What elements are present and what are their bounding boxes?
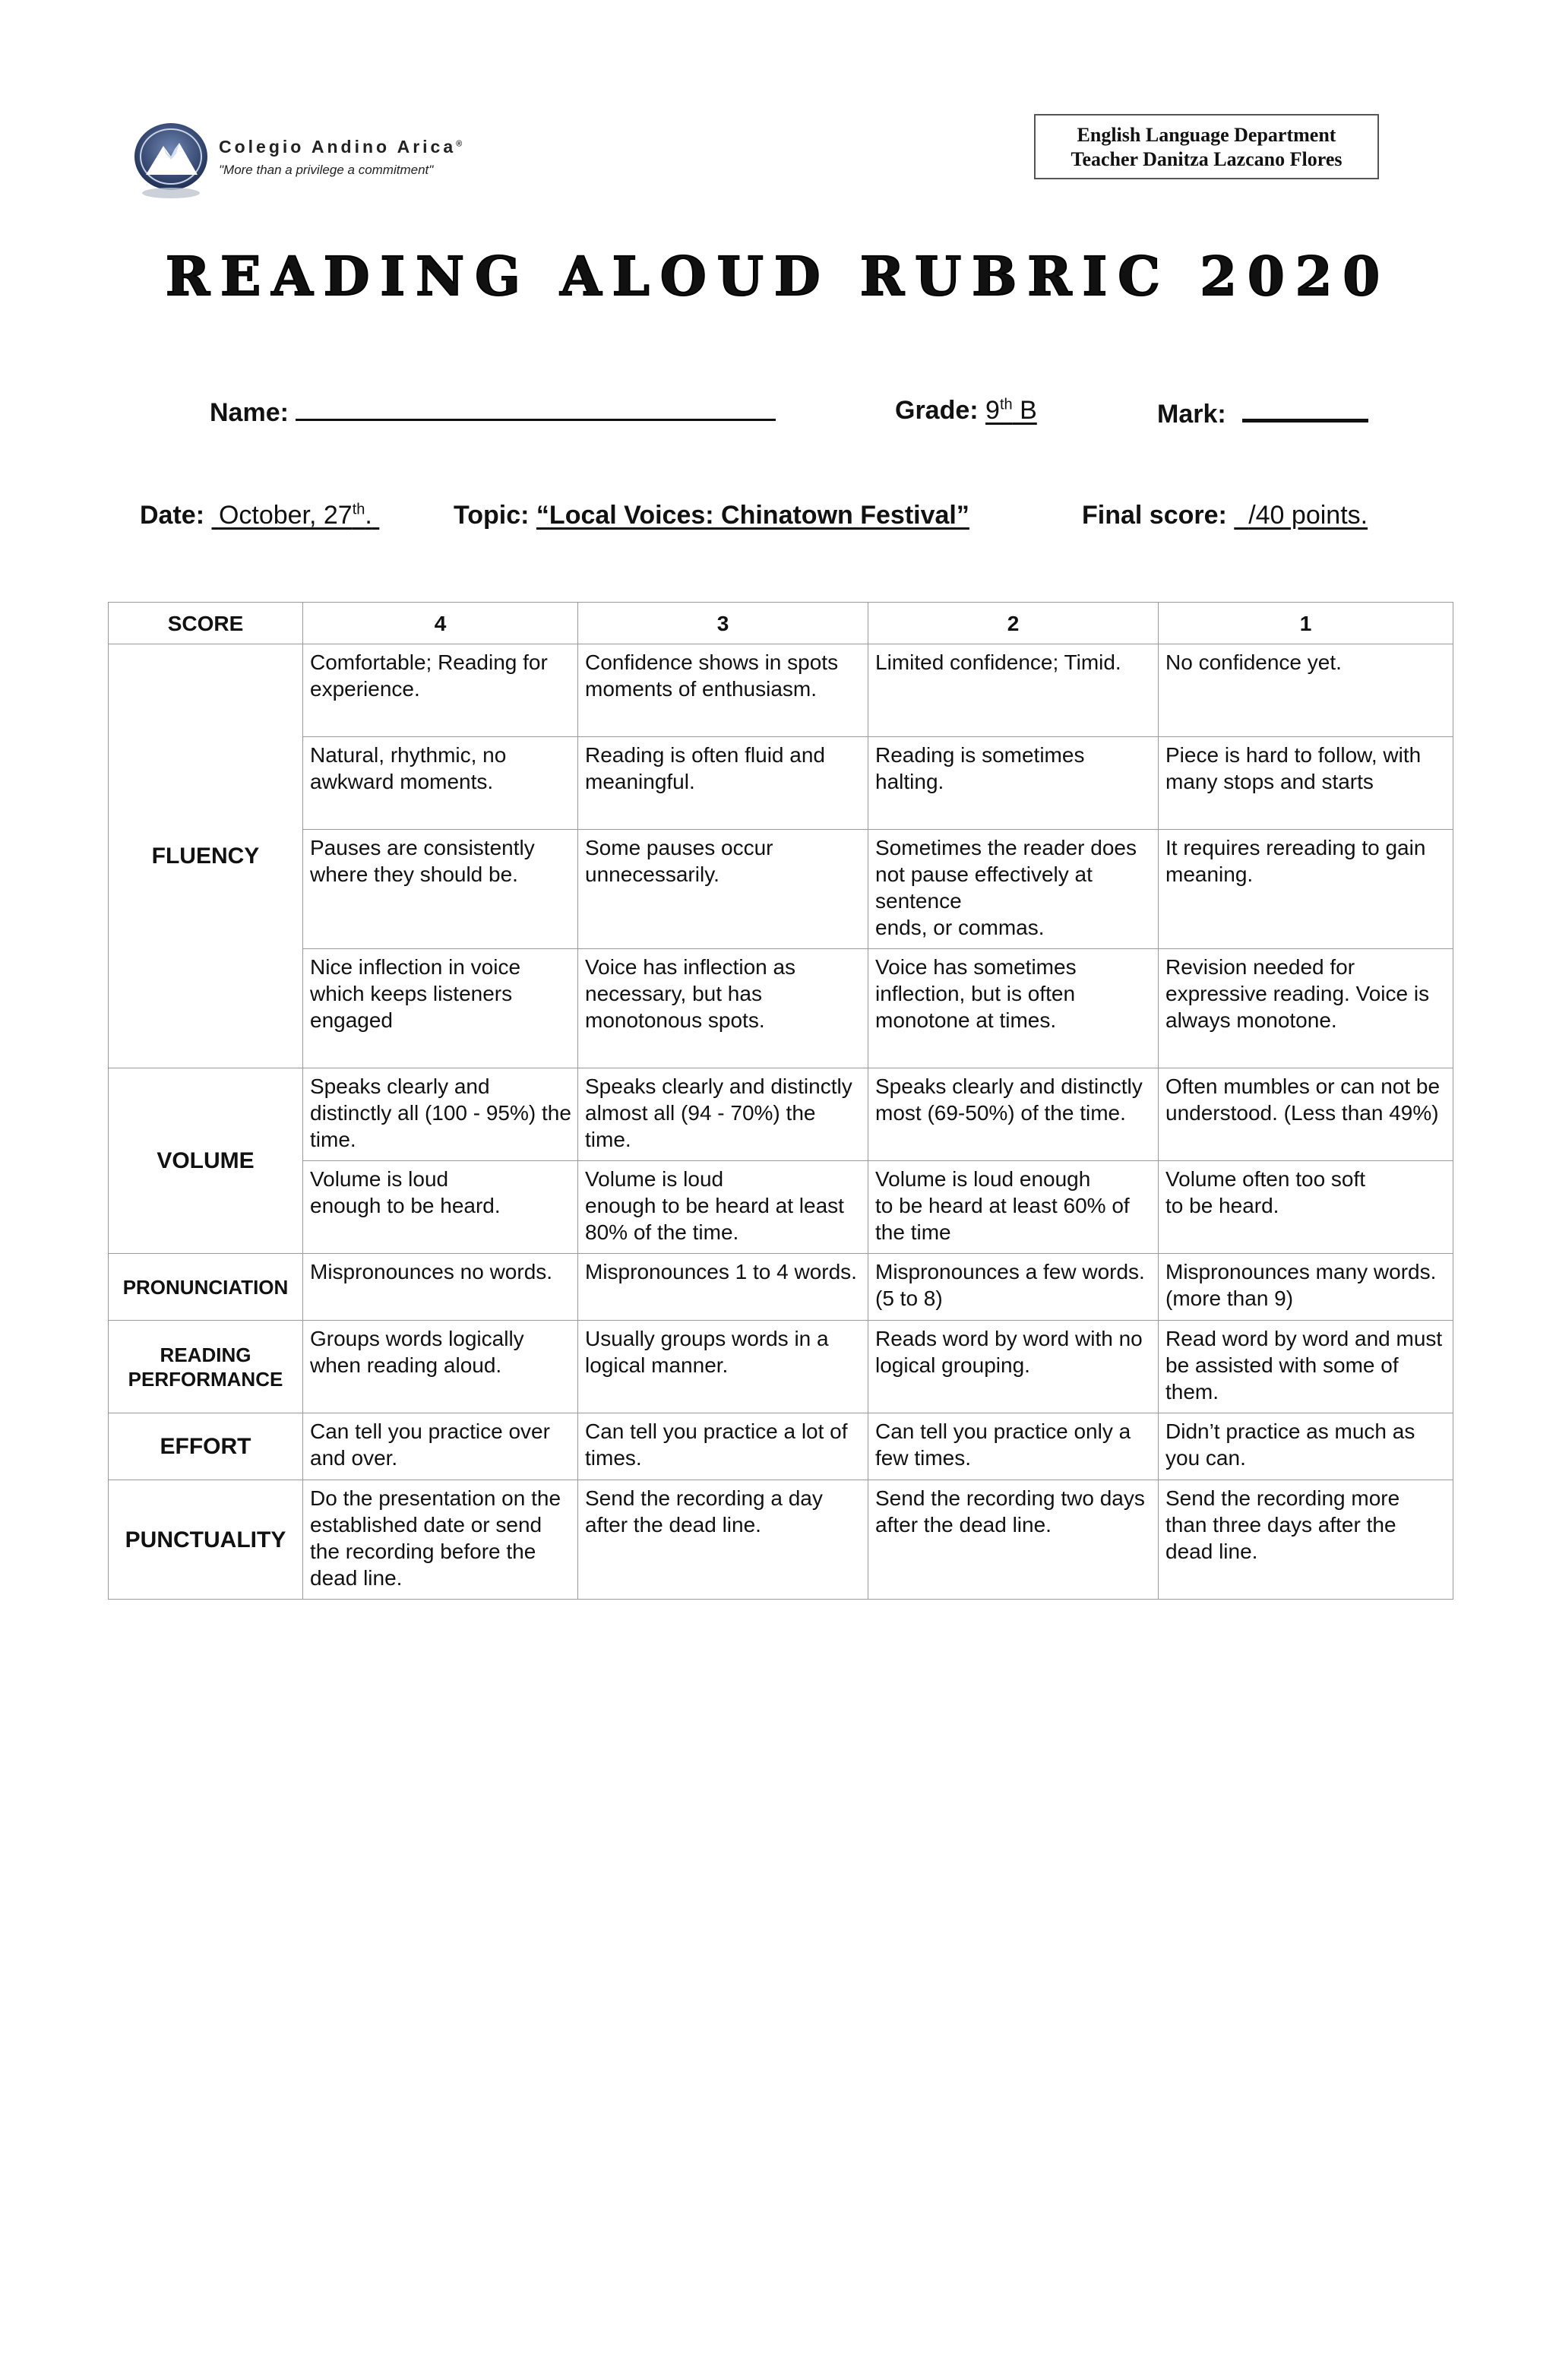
final-score-value: /40 points. [1248, 501, 1368, 530]
table-cell: Some pauses occur unnecessarily. [578, 830, 868, 949]
table-cell: No confidence yet. [1159, 644, 1453, 737]
table-cell: Groups words logically when reading aloud. [303, 1321, 578, 1413]
header-4: 4 [303, 603, 578, 644]
grade-field [895, 396, 1037, 426]
criterion-punctuality: PUNCTUALITY [109, 1480, 303, 1600]
name-blank-line [296, 396, 776, 421]
table-cell: Volume is loud enough to be heard at least 80% of the time. [578, 1161, 868, 1254]
criterion-effort: EFFORT [109, 1413, 303, 1480]
table-cell: Natural, rhythmic, no awkward moments. [303, 737, 578, 830]
teacher-name: Teacher Danitza Lazcano Flores [1071, 148, 1343, 170]
topic-field [454, 501, 969, 530]
header-2: 2 [868, 603, 1159, 644]
table-cell: Limited confidence; Timid. [868, 644, 1159, 737]
table-cell: Mispronounces a few words. (5 to 8) [868, 1254, 1159, 1321]
table-header-row [109, 603, 1453, 644]
table-cell: Often mumbles or can not be understood. (Less than 49%) [1159, 1068, 1453, 1161]
table-row [109, 644, 1453, 737]
table-cell: Speaks clearly and distinctly almost all (94 - 70%) the time. [578, 1068, 868, 1161]
table-cell: Send the recording a day after the dead line. [578, 1480, 868, 1600]
table-cell: Confidence shows in spots moments of enthusiasm. [578, 644, 868, 737]
table-cell: Read word by word and must be assisted with some of them. [1159, 1321, 1453, 1413]
mark-blank-line [1242, 396, 1368, 423]
header-score: SCORE [109, 603, 303, 644]
date-value: October, 27th. [218, 501, 372, 530]
rubric-table [108, 602, 1453, 1600]
table-cell: Can tell you practice a lot of times. [578, 1413, 868, 1480]
table-cell: Do the presentation on the established date or send the recording before the dead line. [303, 1480, 578, 1600]
mountain-emblem-icon [129, 120, 213, 204]
table-cell: Usually groups words in a logical manner. [578, 1321, 868, 1413]
table-cell: Can tell you practice only a few times. [868, 1413, 1159, 1480]
table-cell: Nice inflection in voice which keeps listeners engaged [303, 949, 578, 1068]
table-cell: Sometimes the reader does not pause effectively at sentence ends, or commas. [868, 830, 1159, 949]
header-3: 3 [578, 603, 868, 644]
table-cell: Revision needed for expressive reading. Voice is always monotone. [1159, 949, 1453, 1068]
table-row [109, 1161, 1453, 1254]
table-row [109, 737, 1453, 830]
name-field [210, 396, 776, 428]
table-row [109, 1068, 1453, 1161]
table-cell: Volume is loud enough to be heard. [303, 1161, 578, 1254]
school-motto: "More than a privilege a commitment" [219, 163, 434, 177]
table-cell: It requires rereading to gain meaning. [1159, 830, 1453, 949]
school-name: Colegio Andino Arica® [219, 137, 463, 157]
header-1: 1 [1159, 603, 1453, 644]
page-title: READING ALOUD RUBRIC 2020 [165, 245, 1391, 308]
table-cell: Voice has inflection as necessary, but has monotonous spots. [578, 949, 868, 1068]
table-row [109, 1413, 1453, 1480]
table-cell: Send the recording more than three days after the dead line. [1159, 1480, 1453, 1600]
department-name: English Language Department [1077, 124, 1336, 146]
grade-value: 9th B [985, 396, 1037, 425]
table-cell: Speaks clearly and distinctly most (69-50%) of the time. [868, 1068, 1159, 1161]
mark-field [1157, 396, 1368, 429]
table-cell: Comfortable; Reading for experience. [303, 644, 578, 737]
table-cell: Pauses are consistently where they should be. [303, 830, 578, 949]
grade-label: Grade: [895, 396, 979, 425]
table-cell: Can tell you practice over and over. [303, 1413, 578, 1480]
table-cell: Mispronounces 1 to 4 words. [578, 1254, 868, 1321]
date-label: Date: [140, 501, 205, 530]
criterion-reading-performance: READING PERFORMANCE [109, 1321, 303, 1413]
table-cell: Reads word by word with no logical grouping. [868, 1321, 1159, 1413]
table-row [109, 1254, 1453, 1321]
table-cell: Speaks clearly and distinctly all (100 - 95%) the time. [303, 1068, 578, 1161]
date-field [140, 501, 379, 530]
table-row [109, 949, 1453, 1068]
topic-label: Topic: [454, 501, 530, 530]
table-cell: Didn’t practice as much as you can. [1159, 1413, 1453, 1480]
criterion-volume: VOLUME [109, 1068, 303, 1254]
final-score-field [1082, 501, 1368, 530]
table-cell: Volume is loud enough to be heard at least 60% of the time [868, 1161, 1159, 1254]
department-box [1034, 114, 1379, 179]
table-cell: Mispronounces no words. [303, 1254, 578, 1321]
name-label: Name: [210, 398, 289, 427]
table-cell: Mispronounces many words. (more than 9) [1159, 1254, 1453, 1321]
table-row [109, 1480, 1453, 1600]
table-cell: Volume often too soft to be heard. [1159, 1161, 1453, 1254]
table-row [109, 1321, 1453, 1413]
table-cell: Send the recording two days after the dead line. [868, 1480, 1159, 1600]
table-cell: Reading is often fluid and meaningful. [578, 737, 868, 830]
final-score-label: Final score: [1082, 501, 1227, 530]
criterion-fluency: FLUENCY [109, 644, 303, 1068]
topic-value: “Local Voices: Chinatown Festival” [536, 501, 969, 530]
school-logo [129, 120, 524, 211]
criterion-pronunciation: PRONUNCIATION [109, 1254, 303, 1321]
table-cell: Voice has sometimes inflection, but is often monotone at times. [868, 949, 1159, 1068]
table-cell: Piece is hard to follow, with many stops and starts [1159, 737, 1453, 830]
mark-label: Mark: [1157, 400, 1226, 429]
table-cell: Reading is sometimes halting. [868, 737, 1159, 830]
table-row [109, 830, 1453, 949]
